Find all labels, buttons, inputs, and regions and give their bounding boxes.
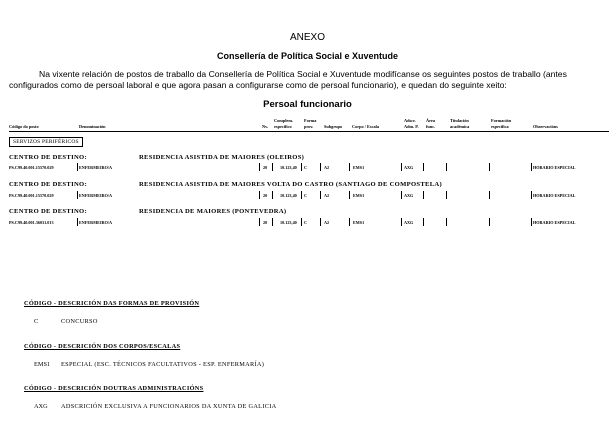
legend-title: CÓDIGO - DESCRICIÓN DOUTRAS ADMINISTRACIÓNS <box>24 385 204 392</box>
cell-divider <box>272 163 273 171</box>
header-codigo: Código do posto <box>9 124 39 129</box>
cell-codigo: PS.C99.40.001.15570.029 <box>9 193 54 198</box>
cell-divider <box>349 191 350 199</box>
cell-divider <box>259 163 260 171</box>
cell-divider <box>301 191 302 199</box>
cell-divider <box>272 191 273 199</box>
cell-adscr: AXG <box>404 220 414 225</box>
annex-title: ANEXO <box>289 32 325 43</box>
header-complem-1: Complem. <box>274 118 293 123</box>
centre-name: RESIDENCIA DE MAIORES (PONTEVEDRA) <box>139 208 287 215</box>
cell-nv: 20 <box>263 165 268 170</box>
legend-code: AXG <box>34 403 48 410</box>
cell-divider <box>489 163 490 171</box>
cell-divider <box>301 163 302 171</box>
cell-divider <box>423 191 424 199</box>
cell-divider <box>423 163 424 171</box>
legend-title: CÓDIGO - DESCRICIÓN DOS CORPOS/ESCALAS <box>24 343 181 350</box>
cell-divider <box>77 191 78 199</box>
cell-divider <box>272 218 273 226</box>
cell-divider <box>401 163 402 171</box>
header-titulacion-1: Titulación <box>450 118 469 123</box>
legend-description: ADSCRICIÓN EXCLUSIVA A FUNCIONARIOS DA XUNTA DE GALICIA <box>61 403 277 410</box>
cell-divider <box>401 191 402 199</box>
centre-name: RESIDENCIA ASISTIDA DE MAIORES VOLTA DO CASTRO (SANTIAGO DE COMPOSTELA) <box>139 181 442 188</box>
cell-divider <box>531 218 532 226</box>
header-forma-1: Forma <box>304 118 317 123</box>
header-formacion-1: Formación <box>491 118 512 123</box>
cell-divider <box>489 191 490 199</box>
cell-denominacion: ENFERMEIRO/A <box>79 193 113 198</box>
header-divider <box>9 131 609 132</box>
cell-complem: 10.123,40 <box>280 193 297 198</box>
cell-observacions: HORARIO ESPECIAL <box>533 220 576 225</box>
header-titulacion-2: académica <box>450 124 470 129</box>
centre-name: RESIDENCIA ASISTIDA DE MAIORES (OLEIROS) <box>139 154 305 161</box>
cell-observacions: HORARIO ESPECIAL <box>533 193 576 198</box>
header-adscr-2: Adm. P. <box>404 124 419 129</box>
cell-adscr: AXG <box>404 193 414 198</box>
cell-divider <box>531 163 532 171</box>
intro-paragraph: Na vixente relación de postos de traballo da Consellería de Política Social e Xuventude modifícanse os seguintes postos de traballo (antes configurados como de persoal laboral e que agora pasan a configurarse como de persoal funcionario), e quedan do seguinte xeito: <box>9 69 567 90</box>
section-title: Persoal funcionario <box>263 99 352 110</box>
cell-divider <box>259 218 260 226</box>
cell-forma: C <box>304 220 308 225</box>
header-observacions: Observacións <box>533 124 558 129</box>
cell-divider <box>320 218 321 226</box>
cell-codigo: PS.C99.40.001.36031.013 <box>9 220 54 225</box>
centre-label: CENTRO DE DESTINO: <box>9 154 87 161</box>
cell-divider <box>401 218 402 226</box>
header-adscr-1: Adscr. <box>404 118 416 123</box>
cell-divider <box>446 191 447 199</box>
cell-subgrupo: A2 <box>324 165 330 170</box>
legend-code: C <box>34 318 39 325</box>
cell-divider <box>423 218 424 226</box>
cell-divider <box>259 191 260 199</box>
legend-title: CÓDIGO - DESCRICIÓN DAS FORMAS DE PROVISIÓN <box>24 300 200 307</box>
cell-divider <box>446 218 447 226</box>
cell-divider <box>77 163 78 171</box>
cell-nv: 20 <box>263 193 268 198</box>
cell-divider <box>77 218 78 226</box>
centre-label: CENTRO DE DESTINO: <box>9 208 87 215</box>
servizos-perifericos-box: SERVIZOS PERIFÉRICOS <box>9 137 83 147</box>
centre-label: CENTRO DE DESTINO: <box>9 181 87 188</box>
department-title: Consellería de Política Social e Xuventude <box>216 51 399 61</box>
header-forma-2: prov. <box>304 124 314 129</box>
cell-corpo: EMS1 <box>353 193 365 198</box>
cell-divider <box>531 191 532 199</box>
legend-description: ESPECIAL (ESC. TÉCNICOS FACULTATIVOS - ESP. ENFERMARÍA) <box>61 361 265 368</box>
cell-subgrupo: A2 <box>324 193 330 198</box>
header-area-1: Área <box>426 118 435 123</box>
legend-code: EMS1 <box>34 361 51 368</box>
cell-complem: 10.123,40 <box>280 165 297 170</box>
cell-divider <box>349 218 350 226</box>
header-denominacion: Denominación <box>79 124 106 129</box>
cell-divider <box>446 163 447 171</box>
cell-nv: 20 <box>263 220 268 225</box>
cell-observacions: HORARIO ESPECIAL <box>533 165 576 170</box>
cell-corpo: EMS1 <box>353 165 365 170</box>
cell-complem: 10.123,40 <box>280 220 297 225</box>
cell-forma: C <box>304 165 308 170</box>
cell-denominacion: ENFERMEIRO/A <box>79 220 113 225</box>
header-formacion-2: específica <box>491 124 509 129</box>
header-subgrupo: Subgrupo <box>324 124 343 129</box>
cell-denominacion: ENFERMEIRO/A <box>79 165 113 170</box>
cell-adscr: AXG <box>404 165 414 170</box>
cell-divider <box>349 163 350 171</box>
cell-divider <box>489 218 490 226</box>
cell-codigo: PS.C99.40.001.15570.029 <box>9 165 54 170</box>
legend-description: CONCURSO <box>61 318 98 325</box>
cell-subgrupo: A2 <box>324 220 330 225</box>
header-area-2: func. <box>426 124 436 129</box>
cell-forma: C <box>304 193 308 198</box>
header-nv: Nv. <box>262 124 269 129</box>
cell-divider <box>301 218 302 226</box>
cell-divider <box>320 163 321 171</box>
header-corpo: Corpo / Escala <box>352 124 379 129</box>
header-complem-2: específico <box>274 124 292 129</box>
cell-divider <box>320 191 321 199</box>
cell-corpo: EMS1 <box>353 220 365 225</box>
